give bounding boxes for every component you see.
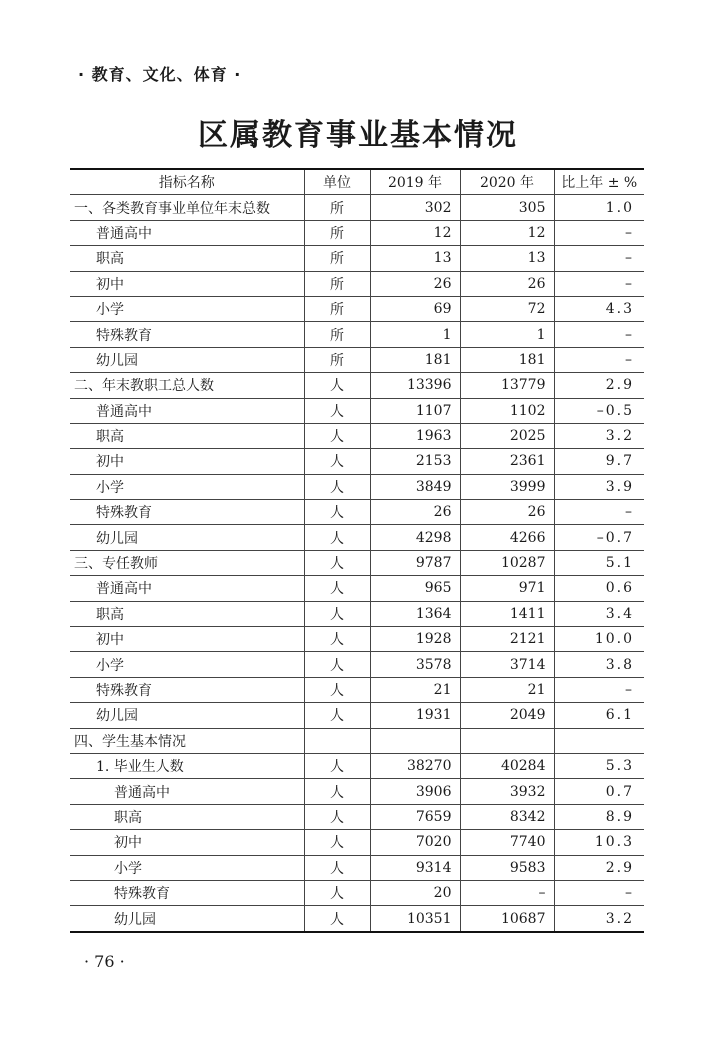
table-row bbox=[70, 576, 644, 601]
value-2020-cell: 13779 bbox=[460, 373, 554, 398]
value-2019-cell: 9787 bbox=[370, 550, 460, 575]
indicator-name-cell: 小学 bbox=[70, 296, 304, 321]
indicator-name-cell: 幼儿园 bbox=[70, 906, 304, 932]
table-row bbox=[70, 779, 644, 804]
change-percent-cell: 10.0 bbox=[554, 627, 644, 652]
indicator-name-cell: 普通高中 bbox=[70, 398, 304, 423]
value-2019-cell: 20 bbox=[370, 880, 460, 905]
table-row bbox=[70, 195, 644, 220]
change-percent-cell: 6.1 bbox=[554, 703, 644, 728]
page-number: · 76 · bbox=[84, 952, 125, 971]
unit-cell: 所 bbox=[304, 296, 370, 321]
unit-cell: 人 bbox=[304, 906, 370, 932]
indicator-name-cell: 1. 毕业生人数 bbox=[70, 753, 304, 778]
change-percent-cell: 8.9 bbox=[554, 804, 644, 829]
table-row bbox=[70, 906, 644, 932]
table-row bbox=[70, 373, 644, 398]
change-percent-cell: 1.0 bbox=[554, 195, 644, 220]
indicator-name-cell: 三、专任教师 bbox=[70, 550, 304, 575]
table-row bbox=[70, 652, 644, 677]
value-2020-cell: 8342 bbox=[460, 804, 554, 829]
indicator-name-cell: 初中 bbox=[70, 627, 304, 652]
indicator-name-cell: 职高 bbox=[70, 246, 304, 271]
change-percent-cell: 10.3 bbox=[554, 830, 644, 855]
change-percent-cell: 9.7 bbox=[554, 449, 644, 474]
change-percent-cell: 5.3 bbox=[554, 753, 644, 778]
value-2019-cell: 21 bbox=[370, 677, 460, 702]
change-percent-cell: – bbox=[554, 347, 644, 372]
value-2019-cell: 1107 bbox=[370, 398, 460, 423]
value-2019-cell: 1931 bbox=[370, 703, 460, 728]
value-2020-cell: 26 bbox=[460, 500, 554, 525]
table-row bbox=[70, 880, 644, 905]
unit-cell: 所 bbox=[304, 271, 370, 296]
indicator-name-cell: 四、学生基本情况 bbox=[70, 728, 304, 753]
indicator-name-cell: 职高 bbox=[70, 804, 304, 829]
table-row bbox=[70, 804, 644, 829]
unit-cell: 人 bbox=[304, 500, 370, 525]
value-2020-cell: 2361 bbox=[460, 449, 554, 474]
unit-cell: 人 bbox=[304, 474, 370, 499]
change-percent-cell: – bbox=[554, 220, 644, 245]
value-2020-cell: 181 bbox=[460, 347, 554, 372]
value-2020-cell: 13 bbox=[460, 246, 554, 271]
value-2020-cell: – bbox=[460, 880, 554, 905]
unit-cell: 人 bbox=[304, 779, 370, 804]
value-2019-cell: 965 bbox=[370, 576, 460, 601]
change-percent-cell: 0.6 bbox=[554, 576, 644, 601]
table-row bbox=[70, 246, 644, 271]
value-2019-cell bbox=[370, 728, 460, 753]
indicator-name-cell: 小学 bbox=[70, 652, 304, 677]
value-2019-cell: 302 bbox=[370, 195, 460, 220]
page-title: 区属教育事业基本情况 bbox=[198, 118, 518, 153]
value-2019-cell: 10351 bbox=[370, 906, 460, 932]
value-2020-cell: 3999 bbox=[460, 474, 554, 499]
indicator-name-cell: 特殊教育 bbox=[70, 500, 304, 525]
table-row bbox=[70, 347, 644, 372]
table-row bbox=[70, 296, 644, 321]
indicator-name-cell: 初中 bbox=[70, 830, 304, 855]
change-percent-cell: –0.5 bbox=[554, 398, 644, 423]
indicator-name-cell: 普通高中 bbox=[70, 576, 304, 601]
change-percent-cell: 4.3 bbox=[554, 296, 644, 321]
table-row bbox=[70, 601, 644, 626]
column-header-indicator: 指标名称 bbox=[70, 169, 304, 195]
value-2019-cell: 4298 bbox=[370, 525, 460, 550]
unit-cell: 人 bbox=[304, 423, 370, 448]
change-percent-cell: – bbox=[554, 500, 644, 525]
indicator-name-cell: 职高 bbox=[70, 423, 304, 448]
change-percent-cell: 3.9 bbox=[554, 474, 644, 499]
value-2020-cell: 26 bbox=[460, 271, 554, 296]
value-2019-cell: 26 bbox=[370, 271, 460, 296]
value-2019-cell: 1963 bbox=[370, 423, 460, 448]
indicator-name-cell: 特殊教育 bbox=[70, 880, 304, 905]
table-row bbox=[70, 550, 644, 575]
unit-cell: 所 bbox=[304, 220, 370, 245]
indicator-name-cell: 幼儿园 bbox=[70, 347, 304, 372]
value-2020-cell: 9583 bbox=[460, 855, 554, 880]
change-percent-cell: 3.4 bbox=[554, 601, 644, 626]
unit-cell: 所 bbox=[304, 246, 370, 271]
unit-cell: 人 bbox=[304, 753, 370, 778]
unit-cell: 人 bbox=[304, 703, 370, 728]
unit-cell: 人 bbox=[304, 830, 370, 855]
indicator-name-cell: 初中 bbox=[70, 449, 304, 474]
table-row bbox=[70, 398, 644, 423]
value-2019-cell: 1364 bbox=[370, 601, 460, 626]
table-row bbox=[70, 474, 644, 499]
value-2020-cell: 10687 bbox=[460, 906, 554, 932]
value-2020-cell: 1411 bbox=[460, 601, 554, 626]
value-2020-cell: 40284 bbox=[460, 753, 554, 778]
value-2019-cell: 181 bbox=[370, 347, 460, 372]
table-body bbox=[70, 195, 644, 932]
value-2020-cell: 2121 bbox=[460, 627, 554, 652]
value-2020-cell: 4266 bbox=[460, 525, 554, 550]
value-2019-cell: 2153 bbox=[370, 449, 460, 474]
unit-cell: 人 bbox=[304, 601, 370, 626]
value-2020-cell: 1102 bbox=[460, 398, 554, 423]
value-2019-cell: 26 bbox=[370, 500, 460, 525]
unit-cell: 人 bbox=[304, 398, 370, 423]
change-percent-cell: – bbox=[554, 246, 644, 271]
table-row bbox=[70, 703, 644, 728]
value-2020-cell: 72 bbox=[460, 296, 554, 321]
value-2020-cell: 7740 bbox=[460, 830, 554, 855]
value-2020-cell: 10287 bbox=[460, 550, 554, 575]
table-row bbox=[70, 525, 644, 550]
unit-cell: 人 bbox=[304, 449, 370, 474]
column-header-change: 比上年 ± % bbox=[554, 169, 644, 195]
value-2020-cell: 2049 bbox=[460, 703, 554, 728]
change-percent-cell: 3.2 bbox=[554, 423, 644, 448]
value-2020-cell: 3932 bbox=[460, 779, 554, 804]
value-2019-cell: 7020 bbox=[370, 830, 460, 855]
indicator-name-cell: 普通高中 bbox=[70, 779, 304, 804]
value-2020-cell: 1 bbox=[460, 322, 554, 347]
value-2019-cell: 7659 bbox=[370, 804, 460, 829]
change-percent-cell bbox=[554, 728, 644, 753]
indicator-name-cell: 二、年末教职工总人数 bbox=[70, 373, 304, 398]
change-percent-cell: 3.2 bbox=[554, 906, 644, 932]
value-2020-cell: 21 bbox=[460, 677, 554, 702]
unit-cell: 人 bbox=[304, 677, 370, 702]
change-percent-cell: – bbox=[554, 271, 644, 296]
value-2020-cell: 12 bbox=[460, 220, 554, 245]
value-2020-cell: 305 bbox=[460, 195, 554, 220]
change-percent-cell: 2.9 bbox=[554, 373, 644, 398]
indicator-name-cell: 初中 bbox=[70, 271, 304, 296]
value-2019-cell: 9314 bbox=[370, 855, 460, 880]
indicator-name-cell: 特殊教育 bbox=[70, 322, 304, 347]
value-2019-cell: 3906 bbox=[370, 779, 460, 804]
value-2019-cell: 3849 bbox=[370, 474, 460, 499]
column-header-2019: 2019 年 bbox=[370, 169, 460, 195]
table-header-row bbox=[70, 169, 644, 195]
unit-cell: 所 bbox=[304, 322, 370, 347]
unit-cell: 人 bbox=[304, 880, 370, 905]
table-row bbox=[70, 322, 644, 347]
value-2019-cell: 1928 bbox=[370, 627, 460, 652]
column-header-unit: 单位 bbox=[304, 169, 370, 195]
indicator-name-cell: 特殊教育 bbox=[70, 677, 304, 702]
change-percent-cell: 2.9 bbox=[554, 855, 644, 880]
indicator-name-cell: 小学 bbox=[70, 474, 304, 499]
unit-cell bbox=[304, 728, 370, 753]
table-row bbox=[70, 830, 644, 855]
table-row bbox=[70, 627, 644, 652]
unit-cell: 人 bbox=[304, 855, 370, 880]
change-percent-cell: – bbox=[554, 677, 644, 702]
value-2019-cell: 13396 bbox=[370, 373, 460, 398]
unit-cell: 人 bbox=[304, 804, 370, 829]
unit-cell: 人 bbox=[304, 525, 370, 550]
value-2019-cell: 1 bbox=[370, 322, 460, 347]
table-row bbox=[70, 677, 644, 702]
value-2019-cell: 13 bbox=[370, 246, 460, 271]
table-row bbox=[70, 753, 644, 778]
table-row bbox=[70, 423, 644, 448]
unit-cell: 人 bbox=[304, 550, 370, 575]
table-row bbox=[70, 500, 644, 525]
unit-cell: 人 bbox=[304, 373, 370, 398]
change-percent-cell: 0.7 bbox=[554, 779, 644, 804]
indicator-name-cell: 幼儿园 bbox=[70, 525, 304, 550]
table-row bbox=[70, 855, 644, 880]
column-header-2020: 2020 年 bbox=[460, 169, 554, 195]
value-2020-cell: 2025 bbox=[460, 423, 554, 448]
value-2019-cell: 69 bbox=[370, 296, 460, 321]
value-2020-cell: 3714 bbox=[460, 652, 554, 677]
table-row bbox=[70, 728, 644, 753]
indicator-name-cell: 一、各类教育事业单位年末总数 bbox=[70, 195, 304, 220]
indicator-name-cell: 普通高中 bbox=[70, 220, 304, 245]
change-percent-cell: – bbox=[554, 880, 644, 905]
education-statistics-table bbox=[70, 168, 644, 933]
change-percent-cell: – bbox=[554, 322, 644, 347]
value-2019-cell: 12 bbox=[370, 220, 460, 245]
unit-cell: 所 bbox=[304, 347, 370, 372]
change-percent-cell: 3.8 bbox=[554, 652, 644, 677]
change-percent-cell: –0.7 bbox=[554, 525, 644, 550]
table-row bbox=[70, 449, 644, 474]
unit-cell: 所 bbox=[304, 195, 370, 220]
table-row bbox=[70, 271, 644, 296]
table-row bbox=[70, 220, 644, 245]
value-2020-cell bbox=[460, 728, 554, 753]
indicator-name-cell: 职高 bbox=[70, 601, 304, 626]
value-2019-cell: 38270 bbox=[370, 753, 460, 778]
value-2020-cell: 971 bbox=[460, 576, 554, 601]
indicator-name-cell: 小学 bbox=[70, 855, 304, 880]
unit-cell: 人 bbox=[304, 576, 370, 601]
unit-cell: 人 bbox=[304, 652, 370, 677]
section-header: · 教育、文化、体育 · bbox=[78, 65, 242, 84]
unit-cell: 人 bbox=[304, 627, 370, 652]
value-2019-cell: 3578 bbox=[370, 652, 460, 677]
indicator-name-cell: 幼儿园 bbox=[70, 703, 304, 728]
change-percent-cell: 5.1 bbox=[554, 550, 644, 575]
